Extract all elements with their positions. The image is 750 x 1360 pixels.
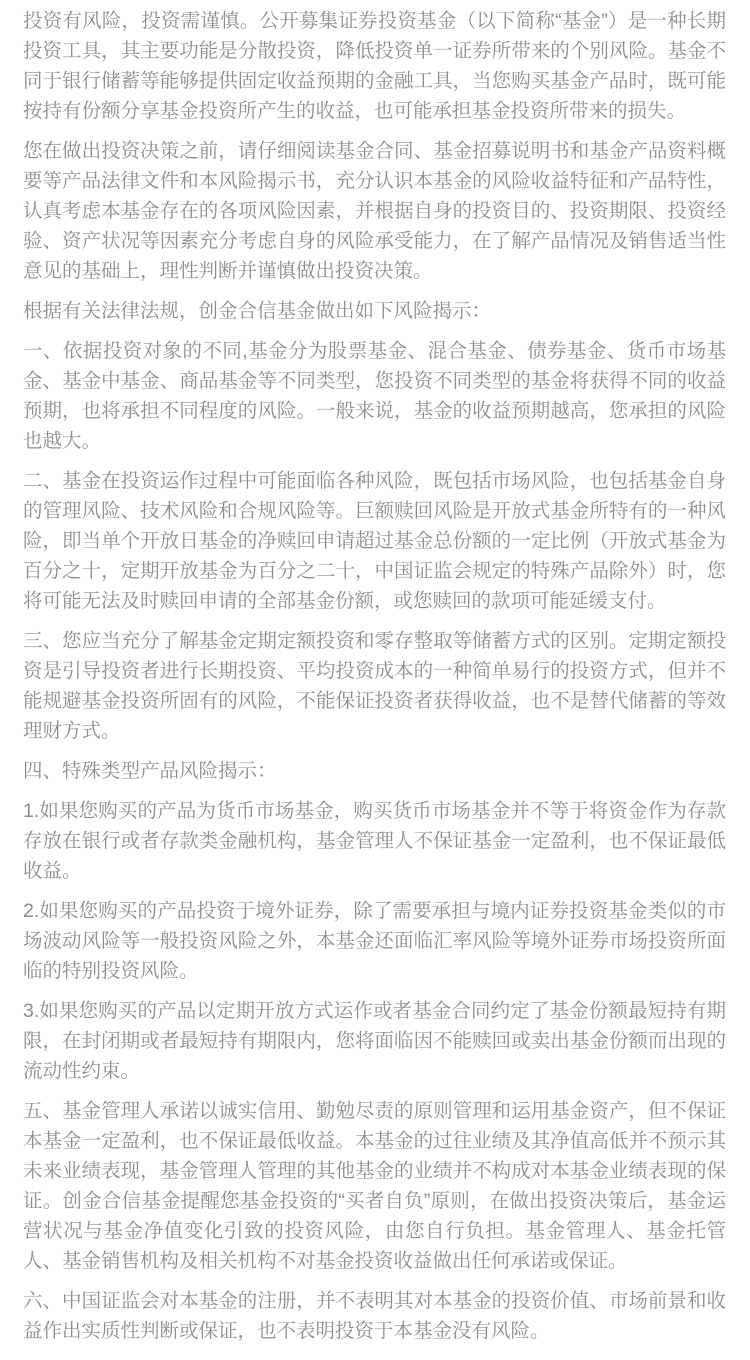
risk-paragraph-item-1: 一、依据投资对象的不同,基金分为股票基金、混合基金、债券基金、货币市场基金、基金中基金、商品基金等不同类型，您投资不同类型的基金将获得不同的收益预期，也将承担不同程度的风险。一般来说，基金的收益预期越高，您承担的风险也越大。 [23,340,726,452]
risk-paragraph-item-6: 六、中国证监会对本基金的注册，并不表明其对本基金的投资价值、市场前景和收益作出实质性判断或保证，也不表明投资于本基金没有风险。 [23,1290,726,1342]
risk-paragraph-intro-1: 投资有风险，投资需谨慎。公开募集证券投资基金（以下简称“基金”）是一种长期投资工具，其主要功能是分散投资，降低投资单一证券所带来的个别风险。基金不同于银行储蓄等能够提供固定收益预期的金融工具，当您购买基金产品时，既可能按持有份额分享基金投资所产生的收益，也可能承担基金投资所带来的损失。 [23,10,726,122]
risk-paragraph-item-4-3: 3.如果您购买的产品以定期开放方式运作或者基金合同约定了基金份额最短持有期限，在封闭期或者最短持有期限内，您将面临因不能赎回或卖出基金份额而出现的流动性约束。 [23,1000,726,1082]
risk-paragraph-intro-2: 您在做出投资决策之前，请仔细阅读基金合同、基金招募说明书和基金产品资料概要等产品法律文件和本风险揭示书，充分认识本基金的风险收益特征和产品特性，认真考虑本基金存在的各项风险因素，并根据自身的投资目的、投资期限、投资经验、资产状况等因素充分考虑自身的风险承受能力，在了解产品情况及销售适当性意见的基础上，理性判断并谨慎做出投资决策。 [23,140,726,282]
risk-paragraph-item-2: 二、基金在投资运作过程中可能面临各种风险，既包括市场风险，也包括基金自身的管理风险、技术风险和合规风险等。巨额赎回风险是开放式基金所特有的一种风险，即当单个开放日基金的净赎回申请超过基金总份额的一定比例（开放式基金为百分之十，定期开放基金为百分之二十，中国证监会规定的特殊产品除外）时，您将可能无法及时赎回申请的全部基金份额，或您赎回的款项可能延缓支付。 [23,470,726,612]
risk-paragraph-lead-in: 根据有关法律法规，创金合信基金做出如下风险揭示： [23,300,492,322]
risk-paragraph-item-4: 四、特殊类型产品风险揭示： [23,760,277,782]
risk-paragraph-item-4-2: 2.如果您购买的产品投资于境外证券，除了需要承担与境内证券投资基金类似的市场波动风险等一般投资风险之外，本基金还面临汇率风险等境外证券市场投资所面临的特别投资风险。 [23,900,726,982]
risk-paragraph-item-5: 五、基金管理人承诺以诚实信用、勤勉尽责的原则管理和运用基金资产，但不保证本基金一定盈利，也不保证最低收益。本基金的过往业绩及其净值高低并不预示其未来业绩表现，基金管理人管理的其他基金的业绩并不构成对本基金业绩表现的保证。创金合信基金提醒您基金投资的“买者自负”原则，在做出投资决策后，基金运营状况与基金净值变化引致的投资风险，由您自行负担。基金管理人、基金托管人、基金销售机构及相关机构不对基金投资收益做出任何承诺或保证。 [23,1100,726,1272]
risk-paragraph-item-3: 三、您应当充分了解基金定期定额投资和零存整取等储蓄方式的区别。定期定额投资是引导投资者进行长期投资、平均投资成本的一种简单易行的投资方式，但并不能规避基金投资所固有的风险，不能保证投资者获得收益，也不是替代储蓄的等效理财方式。 [23,630,726,742]
risk-paragraph-item-4-1: 1.如果您购买的产品为货币市场基金，购买货币市场基金并不等于将资金作为存款存放在银行或者存款类金融机构，基金管理人不保证基金一定盈利，也不保证最低收益。 [23,800,726,882]
